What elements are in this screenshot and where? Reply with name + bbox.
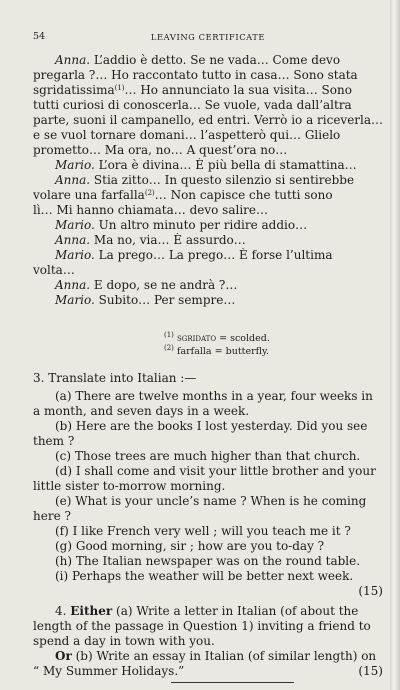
page-header bbox=[33, 31, 383, 45]
passage-line: Mario. Un altro minuto per ridire addio… bbox=[55, 218, 308, 232]
marks: (15) bbox=[358, 664, 383, 678]
question-4-line: spend a day in town with you. bbox=[33, 634, 215, 648]
page-number: 54 bbox=[33, 31, 46, 42]
question-item: here ? bbox=[33, 509, 71, 523]
passage-line: Anna. Ma no, via… È assurdo… bbox=[55, 233, 246, 247]
question-4-or: Or (b) Write an essay in Italian (of similar length) on bbox=[55, 649, 377, 663]
question-item: (i) Perhaps the weather will be better next week. bbox=[55, 569, 354, 583]
passage-line: sgridatissima$^{(1)}$… Ho annunciato la sua visita… Sono bbox=[33, 83, 352, 97]
passage-line: volta… bbox=[33, 263, 75, 277]
footnote-ref: (1) bbox=[114, 84, 125, 92]
question-item: a month, and seven days in a week. bbox=[33, 404, 250, 418]
question-item: (e) What is your uncle’s name ? When is he coming bbox=[55, 494, 367, 508]
question-item: (a) There are twelve months in a year, four weeks in bbox=[55, 389, 373, 403]
passage-line: lì… Mi hanno chiamata… devo salire… bbox=[33, 203, 269, 217]
passage-line: Anna. E dopo, se ne andrà ?… bbox=[55, 278, 238, 292]
question-item: (g) Good morning, sir ; how are you to-day ? bbox=[55, 539, 325, 553]
passage-line: Anna. L’addio è detto. Se ne vada… Come devo bbox=[55, 53, 341, 67]
question-3-intro: 3. Translate into Italian :— bbox=[33, 371, 197, 385]
footnote-ref: (2) bbox=[144, 189, 155, 197]
question-item: (d) I shall come and visit your little brother and your bbox=[55, 464, 376, 478]
passage-line: Mario. Subito… Per sempre… bbox=[55, 293, 236, 307]
passage-line: tutti curiosi di conoscerla… Se vuole, vada dall’altra bbox=[33, 98, 352, 112]
passage-line: parte, suoni il campanello, ed entri. Verrò io a riceverla… bbox=[33, 113, 383, 127]
marks: (15) bbox=[358, 584, 383, 598]
question-item: (c) Those trees are much higher than that church. bbox=[55, 449, 361, 463]
passage-line: prometto… Ma ora, no… A quest’ora no… bbox=[33, 143, 288, 157]
speaker: Anna. bbox=[55, 233, 91, 247]
passage-line: volare una farfalla$^{(2)}$… Non capisce che tutti sono bbox=[33, 188, 333, 202]
passage-line: pregarla ?… Ho raccontato tutto in casa… Sono stata bbox=[33, 68, 358, 82]
question-item: (b) Here are the books I lost yesterday. Did you see bbox=[55, 419, 368, 433]
passage-line: e se vuol tornare domani… l’aspetterò qui… Glielo bbox=[33, 128, 341, 142]
question-4-line: “ My Summer Holidays.” (15) bbox=[33, 664, 383, 678]
speaker: Mario. bbox=[55, 293, 95, 307]
passage-line: Mario. L’ora è divina… È più bella di stamattina… bbox=[55, 158, 357, 172]
question-4-either: 4. Either (a) Write a letter in Italian (of about the bbox=[55, 604, 359, 618]
footnote: $^{(2)}$ farfalla = butterfly. bbox=[164, 344, 270, 357]
question-item: (h) The Italian newspaper was on the round table. bbox=[55, 554, 361, 568]
end-rule bbox=[171, 682, 294, 683]
question-item: little sister to-morrow morning. bbox=[33, 479, 226, 493]
question-item: them ? bbox=[33, 434, 75, 448]
question-item: (f) I like French very well ; will you teach me it ? bbox=[55, 524, 351, 538]
footnote: $^{(1)}$ sgridato = scolded. bbox=[164, 331, 270, 344]
page-edge bbox=[390, 0, 400, 690]
speaker: Anna. bbox=[55, 278, 91, 292]
speaker: Mario. bbox=[55, 158, 95, 172]
speaker: Anna. bbox=[55, 53, 91, 67]
question-4-line: length of the passage in Question 1) inviting a friend to bbox=[33, 619, 371, 633]
speaker: Anna. bbox=[55, 173, 91, 187]
passage-line: Mario. La prego… La prego… È forse l’ultima bbox=[55, 248, 333, 262]
running-title: LEAVING CERTIFICATE bbox=[150, 32, 266, 42]
passage-line: Anna. Stia zitto… In questo silenzio si sentirebbe bbox=[55, 173, 355, 187]
speaker: Mario. bbox=[55, 248, 95, 262]
speaker: Mario. bbox=[55, 218, 95, 232]
